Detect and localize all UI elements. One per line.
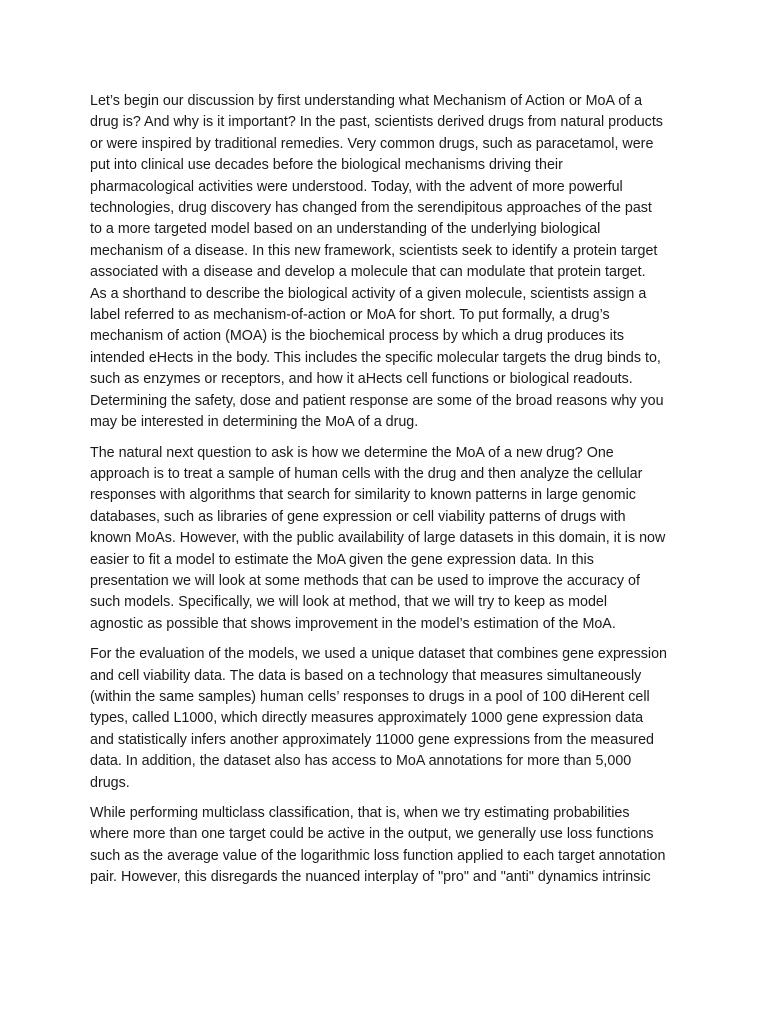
- text-line: such models. Specifically, we will look at method, that we will try to keep as model: [90, 594, 608, 611]
- text-line: (within the same samples) human cells’ responses to drugs in a pool of 100 diHerent cell: [90, 688, 650, 705]
- paragraph-3: [90, 644, 682, 794]
- text-line: As a shorthand to describe the biological activity of a given molecule, scientists assign a: [90, 285, 647, 302]
- document-body: [90, 91, 682, 898]
- text-line: put into clinical use decades before the biological mechanisms driving their: [90, 157, 563, 174]
- text-line: pharmacological activities were understood. Today, with the advent of more powerful: [90, 178, 623, 195]
- text-line: intended eHects in the body. This includes the specific molecular targets the drug binds to,: [90, 349, 661, 366]
- text-line: mechanism of a disease. In this new framework, scientists seek to identify a protein target: [90, 242, 658, 259]
- text-line: drug is? And why is it important? In the past, scientists derived drugs from natural products: [90, 114, 663, 131]
- text-line: mechanism of action (MOA) is the biochemical process by which a drug produces its: [90, 328, 624, 345]
- text-line: may be interested in determining the MoA of a drug.: [90, 414, 419, 431]
- paragraph-4: [90, 803, 682, 889]
- paragraph-2: [90, 443, 682, 636]
- text-line: data. In addition, the dataset also has access to MoA annotations for more than 5,000: [90, 753, 632, 770]
- text-line: agnostic as possible that shows improvement in the model’s estimation of the MoA.: [90, 615, 616, 632]
- text-line: easier to fit a model to estimate the MoA given the gene expression data. In this: [90, 551, 594, 568]
- text-line: to a more targeted model based on an understanding of the underlying biological: [90, 221, 601, 238]
- text-line: types, called L1000, which directly measures approximately 1000 gene expression data: [90, 710, 644, 727]
- text-line: pair. However, this disregards the nuanced interplay of "pro" and "anti" dynamics intrinsic: [90, 869, 651, 886]
- text-line: where more than one target could be active in the output, we generally use loss functions: [90, 826, 654, 843]
- text-line: While performing multiclass classification, that is, when we try estimating probabilities: [90, 805, 630, 821]
- paragraph-1: [90, 91, 682, 434]
- text-line: and cell viability data. The data is based on a technology that measures simultaneously: [90, 667, 642, 684]
- text-line: presentation we will look at some methods that can be used to improve the accuracy of: [90, 572, 640, 589]
- text-line: known MoAs. However, with the public availability of large datasets in this domain, it is now: [90, 530, 666, 547]
- text-line: Determining the safety, dose and patient response are some of the broad reasons why you: [90, 392, 664, 409]
- text-line: or were inspired by traditional remedies. Very common drugs, such as paracetamol, were: [90, 135, 654, 152]
- text-line: approach is to treat a sample of human cells with the drug and then analyze the cellular: [90, 465, 643, 482]
- text-line: such as the average value of the logarithmic loss function applied to each target annotation: [90, 847, 666, 864]
- text-line: label referred to as mechanism-of-action or MoA for short. To put formally, a drug’s: [90, 307, 610, 324]
- text-line: The natural next question to ask is how we determine the MoA of a new drug? One: [90, 444, 614, 461]
- text-line: Let’s begin our discussion by first understanding what Mechanism of Action or MoA of a: [90, 93, 643, 109]
- text-line: associated with a disease and develop a molecule that can modulate that protein target.: [90, 264, 646, 281]
- text-line: and statistically infers another approximately 11000 gene expressions from the measured: [90, 731, 654, 748]
- text-line: databases, such as libraries of gene expression or cell viability patterns of drugs with: [90, 508, 626, 525]
- text-line: drugs.: [90, 774, 130, 791]
- text-line: For the evaluation of the models, we used a unique dataset that combines gene expression: [90, 646, 668, 663]
- text-line: such as enzymes or receptors, and how it aHects cell functions or biological readouts.: [90, 371, 633, 388]
- text-line: responses with algorithms that search for similarity to known patterns in large genomic: [90, 487, 636, 504]
- text-line: technologies, drug discovery has changed from the serendipitous approaches of the past: [90, 200, 652, 217]
